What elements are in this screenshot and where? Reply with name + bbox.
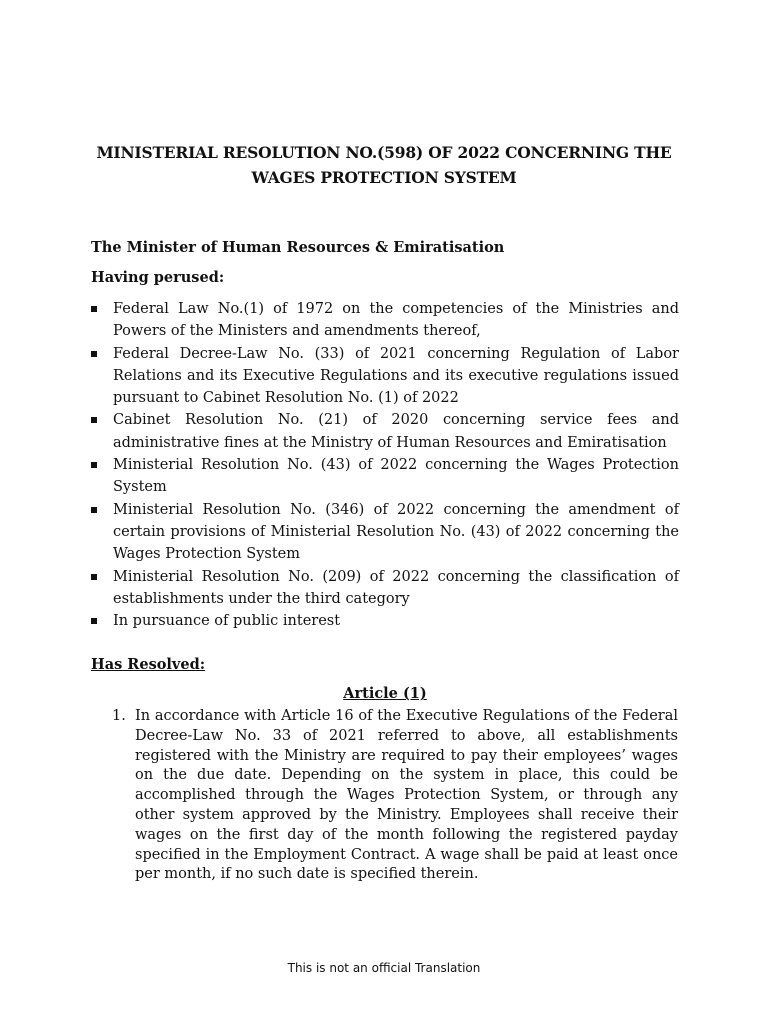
list-item-text: Ministerial Resolution No. (209) of 2022 concerning the classification of establishments under the third category: [113, 568, 679, 607]
list-item-text: Federal Decree-Law No. (33) of 2021 concerning Regulation of Labor Relations and its Executive Regulations and its executive regulations issued pursuant to Cabinet Resolution No. (1) of 2022: [113, 345, 679, 407]
resolved-heading: Has Resolved:: [91, 656, 206, 673]
list-item: [91, 343, 679, 410]
perused-list: [91, 298, 679, 632]
list-item-text: Ministerial Resolution No. (43) of 2022 concerning the Wages Protection System: [113, 457, 679, 496]
square-bullet-icon: [91, 507, 97, 513]
article-heading: Article (1): [343, 685, 427, 702]
square-bullet-icon: [91, 574, 97, 580]
footer-note: This is not an official Translation: [287, 961, 481, 975]
list-item-text: Federal Law No.(1) of 1972 on the competencies of the Ministries and Powers of the Ministers and amendments thereof,: [113, 301, 679, 340]
square-bullet-icon: [91, 306, 97, 312]
article-item-text: In accordance with Article 16 of the Executive Regulations of the Federal Decree-Law No. 33 of 2021 referred to above, all establishments registered with the Ministry are required to pay their employees’ wages on the due date. Depending on the system in place, this could be accomplished through the Wages Protection System, or through any other system approved by the Ministry. Employees shall receive their wages on the first day of the month following the registered payday specified in the Employment Contract. A wage shall be paid at least once per month, if no such date is specified therein.: [135, 708, 678, 883]
square-bullet-icon: [91, 351, 97, 357]
perused-heading: Having perused:: [91, 269, 225, 286]
list-item-text: In pursuance of public interest: [113, 613, 341, 630]
list-item: [91, 566, 679, 611]
document-title: MINISTERIAL RESOLUTION NO.(598) OF 2022 CONCERNING THE WAGES PROTECTION SYSTEM: [96, 143, 672, 187]
list-item-text: Ministerial Resolution No. (346) of 2022 concerning the amendment of certain provisions of Ministerial Resolution No. (43) of 2022 concerning the Wages Protection System: [113, 501, 679, 563]
list-item: [91, 409, 679, 454]
list-item: [91, 610, 679, 632]
list-item: [91, 499, 679, 566]
list-item: [91, 298, 679, 343]
list-item: [91, 454, 679, 499]
list-item-text: Cabinet Resolution No. (21) of 2020 concerning service fees and administrative fines at the Ministry of Human Resources and Emiratisation: [113, 412, 679, 451]
square-bullet-icon: [91, 462, 97, 468]
article-item: [112, 707, 678, 885]
square-bullet-icon: [91, 417, 97, 423]
issuer-line: The Minister of Human Resources & Emiratisation: [91, 239, 505, 256]
square-bullet-icon: [91, 618, 97, 624]
article-item-number: 1.: [112, 708, 126, 724]
